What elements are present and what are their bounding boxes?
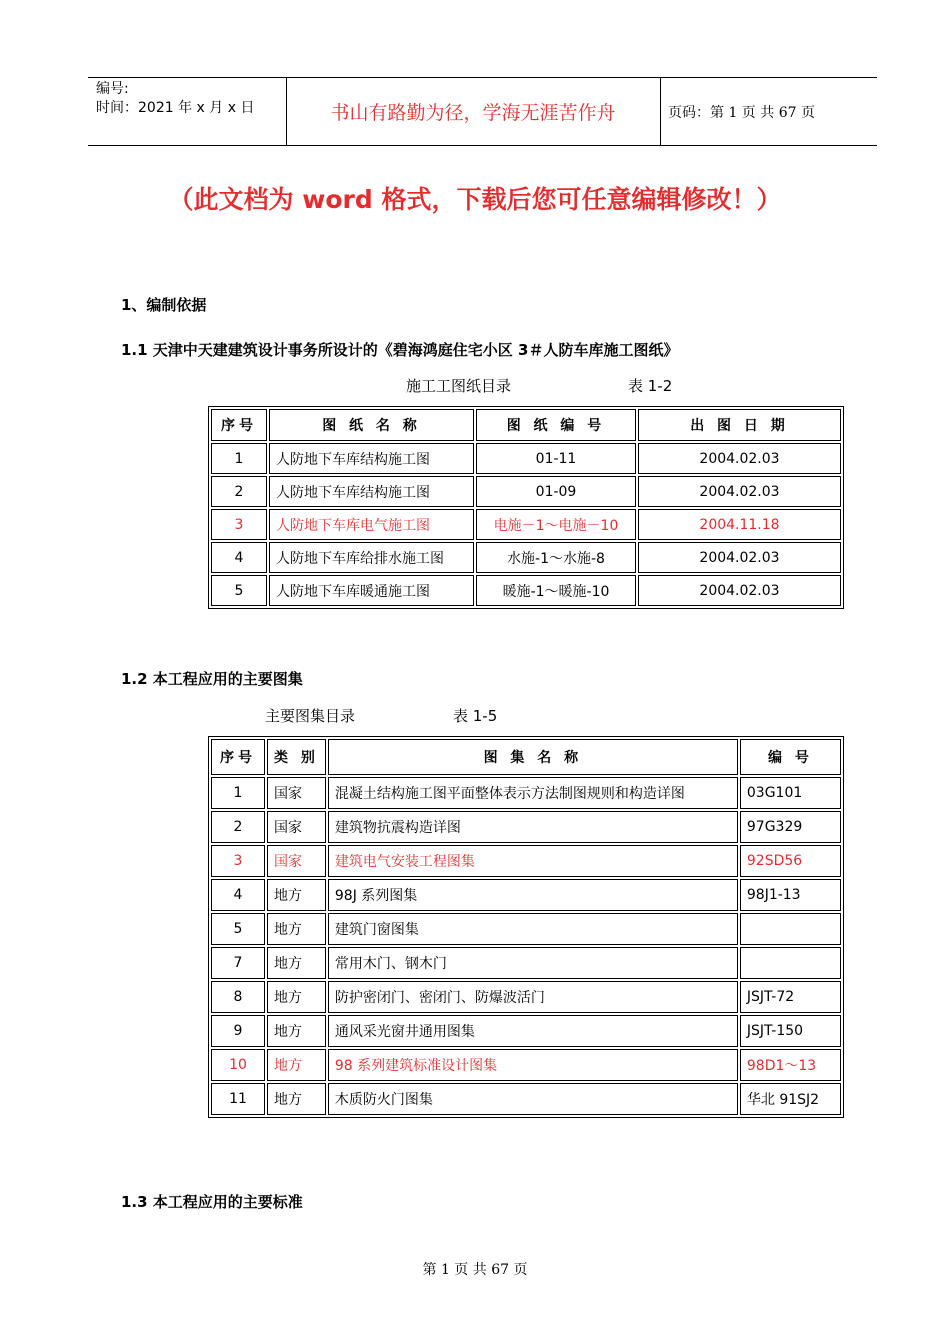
row-category: 地方	[267, 981, 326, 1013]
row-no: 3	[211, 509, 267, 540]
row-date: 2004.02.03	[638, 542, 841, 573]
row-code: 暖施-1～暖施-10	[476, 575, 636, 606]
page-footer: 第 1 页 共 67 页	[422, 1262, 528, 1278]
row-code: 98D1～13	[740, 1049, 841, 1081]
row-name: 建筑物抗震构造详图	[328, 811, 738, 843]
table-row	[211, 509, 841, 540]
header-name: 图 纸 名 称	[269, 409, 474, 441]
row-name: 98 系列建筑标准设计图集	[328, 1049, 738, 1081]
table-header-row	[211, 739, 841, 775]
header-bottom-rule	[88, 145, 877, 146]
row-code: 97G329	[740, 811, 841, 843]
row-code: 92SD56	[740, 845, 841, 877]
drawing-list-body	[211, 409, 841, 606]
row-no: 7	[211, 947, 265, 979]
row-name: 建筑门窗图集	[328, 913, 738, 945]
row-name: 人防地下车库结构施工图	[269, 476, 474, 507]
row-category: 国家	[267, 845, 326, 877]
row-no: 4	[211, 542, 267, 573]
drawing-list-table	[208, 406, 844, 609]
row-no: 8	[211, 981, 265, 1013]
row-category: 地方	[267, 1083, 326, 1115]
row-no: 3	[211, 845, 265, 877]
row-no: 9	[211, 1015, 265, 1047]
row-no: 2	[211, 811, 265, 843]
row-name: 通风采光窗井通用图集	[328, 1015, 738, 1047]
header-date: 出 图 日 期	[638, 409, 841, 441]
row-date: 2004.02.03	[638, 575, 841, 606]
row-category: 国家	[267, 777, 326, 809]
row-no: 10	[211, 1049, 265, 1081]
table-header-row	[211, 409, 841, 441]
row-name: 常用木门、钢木门	[328, 947, 738, 979]
row-category: 地方	[267, 1015, 326, 1047]
table1-number: 表 1-2	[628, 377, 673, 395]
row-code	[740, 913, 841, 945]
row-code: 水施-1～水施-8	[476, 542, 636, 573]
header-name: 图 集 名 称	[328, 739, 738, 775]
row-name: 建筑电气安装工程图集	[328, 845, 738, 877]
section-heading-1-2: 1.2 本工程应用的主要图集	[121, 670, 303, 688]
row-code: 电施－1～电施－10	[476, 509, 636, 540]
table2-caption: 主要图集目录	[265, 707, 356, 725]
row-name: 98J 系列图集	[328, 879, 738, 911]
row-no: 11	[211, 1083, 265, 1115]
row-code	[740, 947, 841, 979]
row-date: 2004.02.03	[638, 476, 841, 507]
row-no: 5	[211, 913, 265, 945]
header-code: 图 纸 编 号	[476, 409, 636, 441]
header-info	[96, 80, 254, 118]
format-notice: （此文档为 word 格式，下载后您可任意编辑修改！）	[168, 185, 782, 214]
table-row	[211, 811, 841, 843]
row-category: 地方	[267, 947, 326, 979]
row-name: 人防地下车库暖通施工图	[269, 575, 474, 606]
table-row	[211, 1015, 841, 1047]
row-category: 地方	[267, 913, 326, 945]
header-motto: 书山有路勤为径，学海无涯苦作舟	[330, 102, 616, 124]
table-row	[211, 542, 841, 573]
header-code: 编 号	[740, 739, 841, 775]
header-divider-right	[660, 77, 661, 145]
doc-time-label: 时间：2021 年 x 月 x 日	[96, 100, 255, 116]
row-category: 国家	[267, 811, 326, 843]
row-no: 5	[211, 575, 267, 606]
row-date: 2004.11.18	[638, 509, 841, 540]
header-top-rule	[88, 77, 877, 78]
row-code: 01-11	[476, 443, 636, 474]
table1-caption: 施工工图纸目录	[406, 377, 512, 395]
row-name: 混凝土结构施工图平面整体表示方法制图规则和构造详图	[328, 777, 738, 809]
row-code: JSJT-150	[740, 1015, 841, 1047]
header-category: 类 别	[267, 739, 326, 775]
row-category: 地方	[267, 879, 326, 911]
section-heading-1: 1、编制依据	[121, 296, 207, 314]
row-name: 人防地下车库结构施工图	[269, 443, 474, 474]
row-code: 华北 91SJ2	[740, 1083, 841, 1115]
table-row	[211, 981, 841, 1013]
row-category: 地方	[267, 1049, 326, 1081]
row-name: 防护密闭门、密闭门、防爆波活门	[328, 981, 738, 1013]
table-row	[211, 777, 841, 809]
header-no: 序号	[211, 739, 265, 775]
row-name: 人防地下车库给排水施工图	[269, 542, 474, 573]
row-code: 01-09	[476, 476, 636, 507]
table-row	[211, 913, 841, 945]
row-name: 木质防火门图集	[328, 1083, 738, 1115]
row-no: 2	[211, 476, 267, 507]
section-heading-1-1: 1.1 天津中天建建筑设计事务所设计的《碧海鸿庭住宅小区 3＃人防车库施工图纸》	[121, 341, 679, 359]
table-row	[211, 575, 841, 606]
row-name: 人防地下车库电气施工图	[269, 509, 474, 540]
table-row	[211, 879, 841, 911]
table-row	[211, 947, 841, 979]
table-row	[211, 845, 841, 877]
section-heading-1-3: 1.3 本工程应用的主要标准	[121, 1193, 303, 1211]
doc-number-label: 编号:	[96, 81, 129, 97]
atlas-list-table	[208, 736, 844, 1118]
row-no: 1	[211, 443, 267, 474]
row-no: 4	[211, 879, 265, 911]
atlas-list-body	[211, 739, 841, 1115]
table-row	[211, 443, 841, 474]
table-row	[211, 476, 841, 507]
table2-number: 表 1-5	[453, 707, 498, 725]
row-code: 98J1-13	[740, 879, 841, 911]
header-no: 序号	[211, 409, 267, 441]
row-code: 03G101	[740, 777, 841, 809]
table-row	[211, 1083, 841, 1115]
header-page-info: 页码：第 1 页 共 67 页	[668, 105, 815, 121]
row-no: 1	[211, 777, 265, 809]
table-row	[211, 1049, 841, 1081]
row-date: 2004.02.03	[638, 443, 841, 474]
row-code: JSJT-72	[740, 981, 841, 1013]
